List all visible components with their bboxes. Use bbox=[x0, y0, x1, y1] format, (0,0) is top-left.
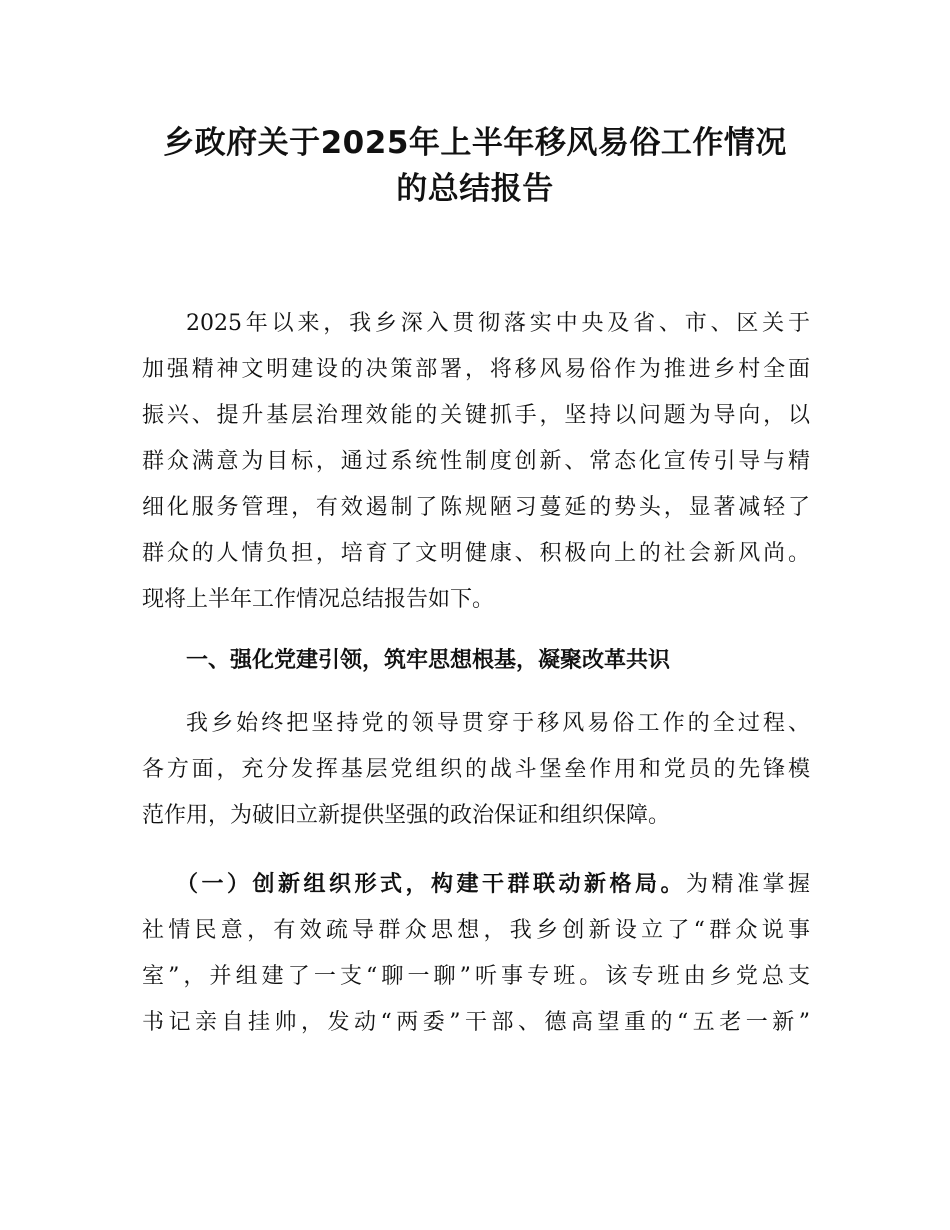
subsection-1-heading: （一）创新组织形式，构建干群联动新格局。 bbox=[176, 872, 686, 897]
section-1-line-1: 我乡始终把坚持党的领导贯穿于移风易俗工作的全过程、 bbox=[186, 711, 810, 736]
intro-line-7: 现将上半年工作情况总结报告如下。 bbox=[142, 587, 495, 612]
intro-line-2: 加强精神文明建设的决策部署，将移风易俗作为推进乡村全面 bbox=[142, 357, 810, 382]
intro-line-4: 群众满意为目标，通过系统性制度创新、常态化宣传引导与精 bbox=[142, 449, 810, 474]
subsection-1-first-line-rest: 为精准掌握 bbox=[685, 872, 810, 897]
subsection-1-first-line bbox=[176, 870, 810, 900]
section-1-line-2: 各方面，充分发挥基层党组织的战斗堡垒作用和党员的先锋模 bbox=[142, 757, 810, 782]
section-1-line-3: 范作用，为破旧立新提供坚强的政治保证和组织保障。 bbox=[142, 803, 671, 828]
intro-line-5: 细化服务管理，有效遏制了陈规陋习蔓延的势头，显著减轻了 bbox=[142, 495, 810, 520]
document-title-line-2: 的总结报告 bbox=[396, 171, 554, 207]
intro-line-6: 群众的人情负担，培育了文明健康、积极向上的社会新风尚。 bbox=[142, 541, 810, 566]
subsection-1-line-4: 书记亲自挂帅，发动“两委”干部、德高望重的“五老一新” bbox=[142, 1010, 810, 1035]
subsection-1-line-2: 社情民意，有效疏导群众思想，我乡创新设立了“群众说事 bbox=[142, 918, 810, 943]
intro-line-1: 2025年以来，我乡深入贯彻落实中央及省、市、区关于 bbox=[186, 311, 810, 336]
section-1-heading: 一、强化党建引领，筑牢思想根基，凝聚改革共识 bbox=[186, 648, 671, 673]
intro-line-3: 振兴、提升基层治理效能的关键抓手，坚持以问题为导向，以 bbox=[142, 403, 810, 428]
document-title-line-1: 乡政府关于2025年上半年移风易俗工作情况 bbox=[163, 125, 787, 161]
subsection-1-line-3: 室”，并组建了一支“聊一聊”听事专班。该专班由乡党总支 bbox=[142, 964, 810, 989]
